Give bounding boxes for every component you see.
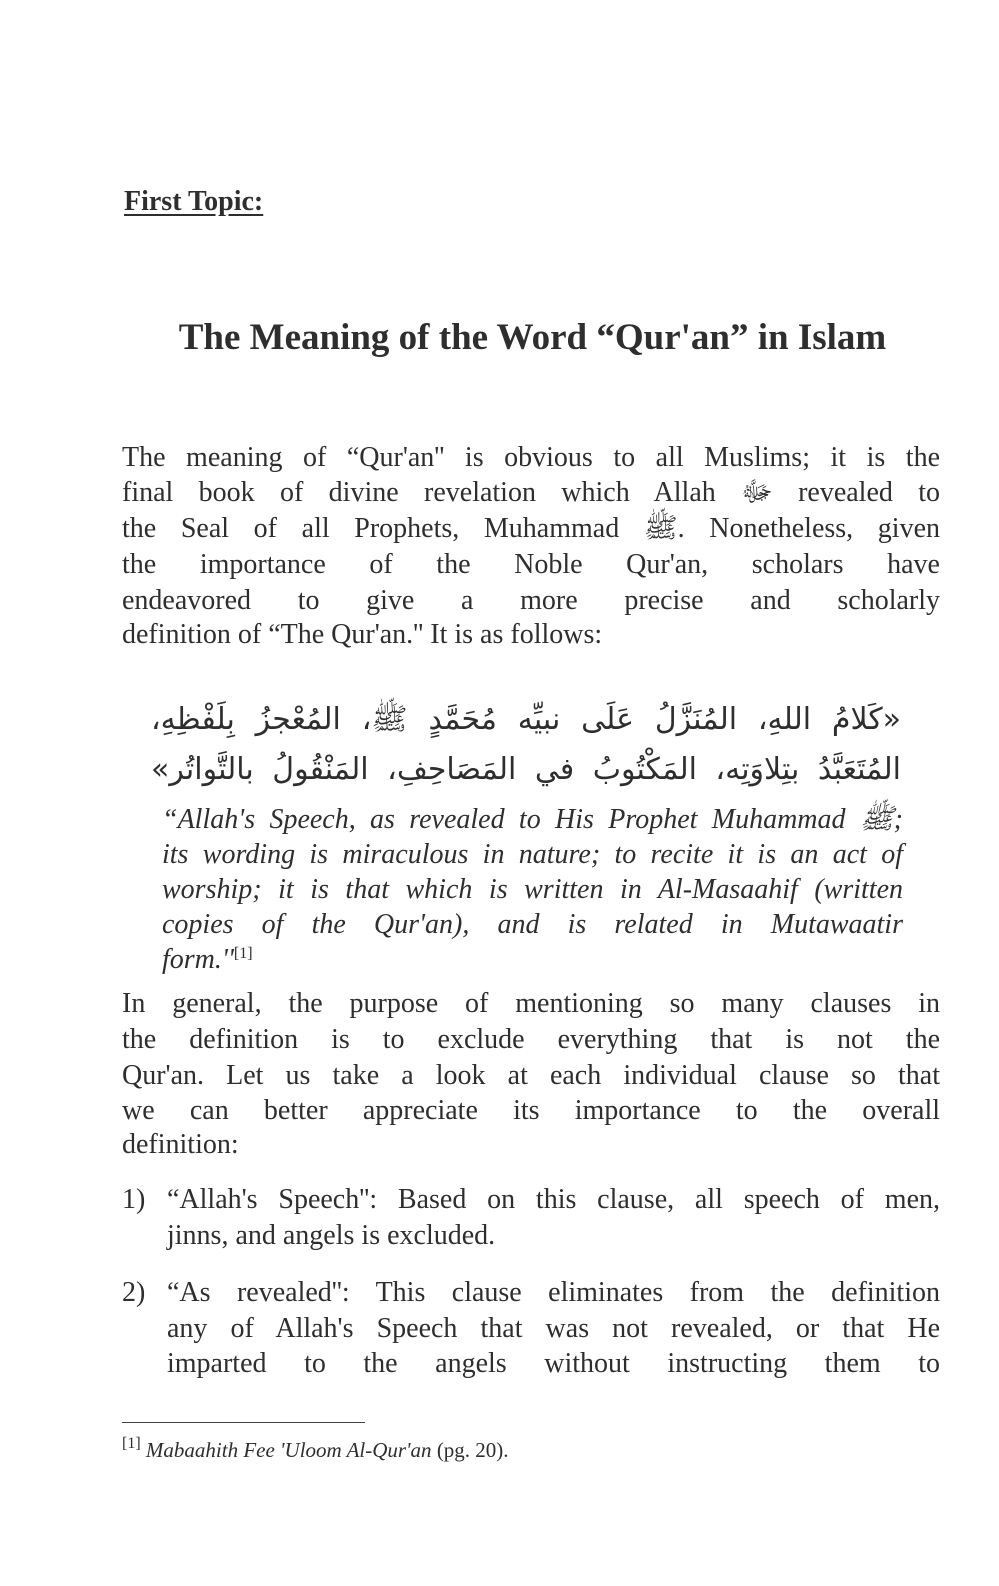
- paragraph-line: endeavored to give a more precise and scholarly: [122, 585, 940, 616]
- quote-line: [162, 942, 903, 977]
- paragraph-line: the Seal of all Prophets, Muhammad ﷺ. Nonetheless, given: [122, 513, 940, 544]
- quote-line: “Allah's Speech, as revealed to His Prophet Muhammad ﷺ;: [162, 804, 903, 835]
- paragraph-line: we can better appreciate its importance to the overall: [122, 1095, 940, 1126]
- list-item-line: any of Allah's Speech that was not revealed, or that He: [167, 1313, 940, 1344]
- paragraph-line: In general, the purpose of mentioning so many clauses in: [122, 988, 940, 1019]
- footnote-ref[interactable]: [1]: [233, 945, 253, 962]
- footnote-page: (pg. 20).: [436, 1438, 509, 1462]
- topic-label: First Topic:: [124, 186, 264, 217]
- footnote-title: Mabaahith Fee 'Uloom Al-Qur'an: [145, 1438, 432, 1462]
- paragraph-line: the importance of the Noble Qur'an, scholars have: [122, 549, 940, 580]
- paragraph-line: final book of divine revelation which Allah ﷻ revealed to: [122, 477, 941, 508]
- paragraph-line: Qur'an. Let us take a look at each individual clause so that: [122, 1060, 940, 1091]
- paragraph-line: the definition is to exclude everything that is not the: [122, 1024, 940, 1055]
- paragraph-line: definition:: [122, 1129, 239, 1160]
- list-item-line: “Allah's Speech'': Based on this clause, all speech of men,: [167, 1184, 940, 1215]
- arabic-line: المُتَعَبَّدُ بتِلاوَتِه، المَكْتُوبُ في المَصَاحِفِ، المَنْقُولُ بالتَّواتُر»: [151, 752, 901, 787]
- footnote-marker: [1]: [122, 1435, 141, 1452]
- list-item-line: imparted to the angels without instructing them to: [167, 1348, 940, 1379]
- arabic-line: «كَلامُ اللهِ، المُنَزَّلُ عَلَى نبيِّه مُحَمَّدٍ ﷺ، المُعْجزُ بِلَفْظِهِ،: [151, 702, 901, 737]
- quote-line: copies of the Qur'an), and is related in Mutawaatir: [162, 909, 903, 940]
- list-item-line: “As revealed'': This clause eliminates from the definition: [167, 1277, 940, 1308]
- quote-line: worship; it is that which is written in Al-Masaahif (written: [162, 874, 903, 905]
- list-item-line: jinns, and angels is excluded.: [167, 1220, 496, 1251]
- paragraph-line: definition of “The Qur'an.'' It is as follows:: [122, 619, 603, 650]
- footnote-divider: [122, 1422, 365, 1423]
- quote-end: form.'': [162, 944, 234, 975]
- list-number: 2): [122, 1277, 146, 1308]
- page-heading: The Meaning of the Word “Qur'an” in Islam: [178, 317, 887, 358]
- paragraph-line: The meaning of “Qur'an'' is obvious to all Muslims; it is the: [122, 442, 940, 473]
- list-number: 1): [122, 1184, 146, 1215]
- footnote: [122, 1436, 509, 1464]
- quote-line: its wording is miraculous in nature; to recite it is an act of: [162, 839, 903, 870]
